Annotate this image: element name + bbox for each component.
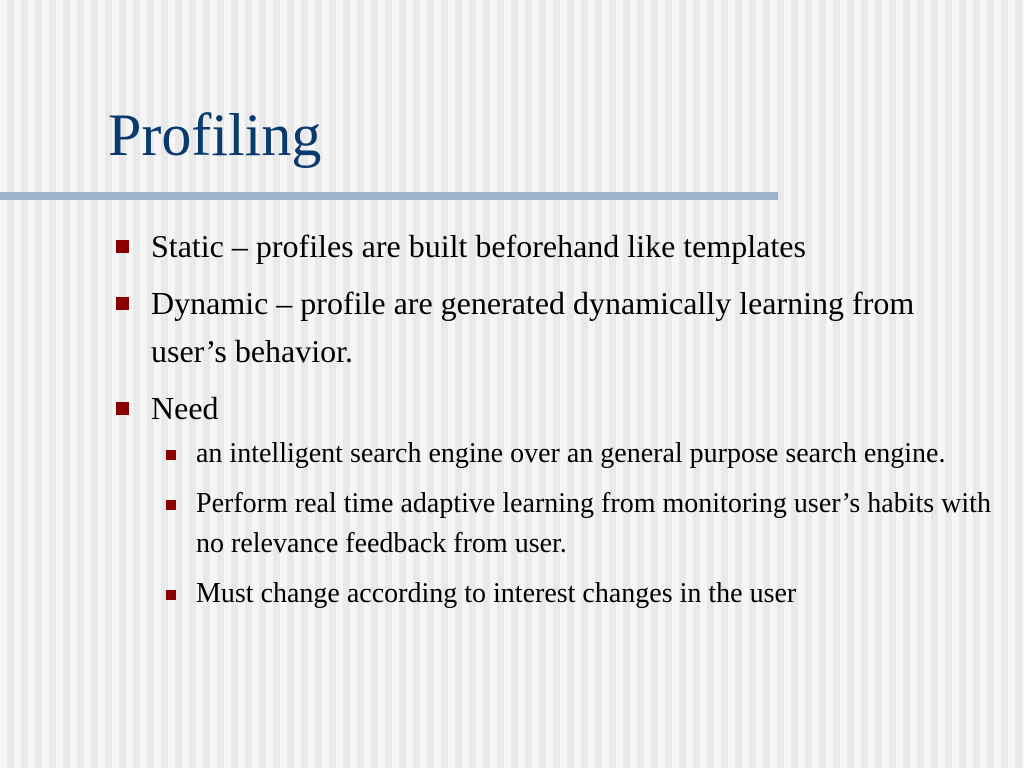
bullet-text: Dynamic – profile are generated dynamically learning from user’s behavior. xyxy=(151,285,915,369)
square-bullet-icon xyxy=(166,450,176,460)
sub-bullet-item xyxy=(166,484,996,564)
square-bullet-icon xyxy=(116,240,129,253)
sub-bullet-item xyxy=(166,574,996,614)
bullet-item xyxy=(116,384,996,432)
sub-bullet-text: Perform real time adaptive learning from monitoring user’s habits with no relevance feedback from user. xyxy=(196,488,991,559)
title-divider xyxy=(0,192,778,200)
square-bullet-icon xyxy=(116,297,129,310)
sub-bullet-text: an intelligent search engine over an general purpose search engine. xyxy=(196,438,946,469)
bullet-item xyxy=(116,279,996,375)
bullet-list xyxy=(116,222,996,624)
sub-bullet-text: Must change according to interest changes in the user xyxy=(196,578,797,609)
bullet-text: Need xyxy=(151,390,219,426)
square-bullet-icon xyxy=(116,402,129,415)
sub-bullet-item xyxy=(166,434,996,474)
square-bullet-icon xyxy=(166,590,176,600)
square-bullet-icon xyxy=(166,500,176,510)
bullet-text: Static – profiles are built beforehand like templates xyxy=(151,228,806,264)
bullet-item xyxy=(116,222,996,270)
slide-title: Profiling xyxy=(108,102,322,168)
